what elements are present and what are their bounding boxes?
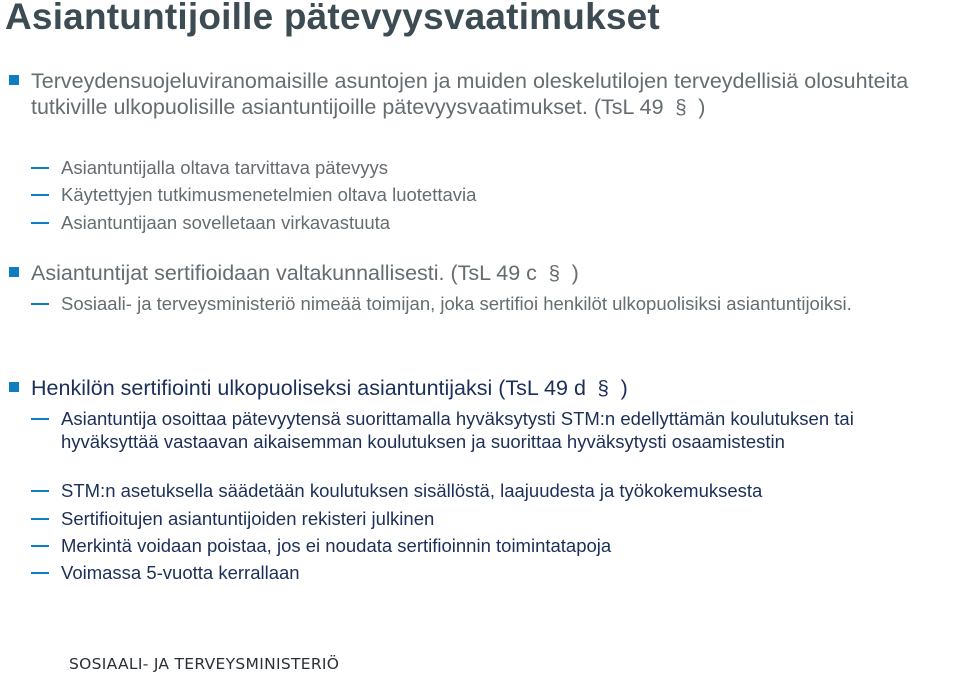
bullet-text: Terveydensuojeluviranomaisille asuntojen ja muiden oleskelutilojen terveydellisiä olosuhteita tutkiville ulkopuolisille asiantuntijoille pätevyysvaatimukset. (TsL 49 § ) bbox=[31, 69, 909, 119]
section-sign: § bbox=[542, 263, 566, 285]
dash-bullet-icon bbox=[31, 418, 49, 420]
section-sign: § bbox=[591, 378, 615, 400]
dash-bullet-icon bbox=[31, 518, 49, 520]
dash-bullet-icon bbox=[31, 545, 49, 547]
square-bullet-icon bbox=[9, 382, 19, 392]
dash-bullet-icon bbox=[31, 303, 49, 305]
square-bullet-icon bbox=[9, 267, 19, 277]
section-sign: § bbox=[669, 97, 693, 119]
dash-bullet-icon bbox=[31, 572, 49, 574]
bullet-text: Asiantuntijat sertifioidaan valtakunnallisesti. (TsL 49 c § ) bbox=[31, 261, 579, 285]
square-bullet-icon bbox=[9, 75, 19, 85]
dash-bullet-icon bbox=[31, 194, 49, 196]
dash-bullet-icon bbox=[31, 167, 49, 169]
bullet-text: Henkilön sertifiointi ulkopuoliseksi asiantuntijaksi (TsL 49 d § ) bbox=[31, 376, 628, 400]
slide-title: Asiantuntijoille pätevyysvaatimukset bbox=[5, 0, 660, 37]
dash-bullet-icon bbox=[31, 222, 49, 224]
ministry-footer-logo: SOSIAALI- JA TERVEYSMINISTERIÖ bbox=[69, 655, 340, 673]
dash-bullet-icon bbox=[31, 490, 49, 492]
